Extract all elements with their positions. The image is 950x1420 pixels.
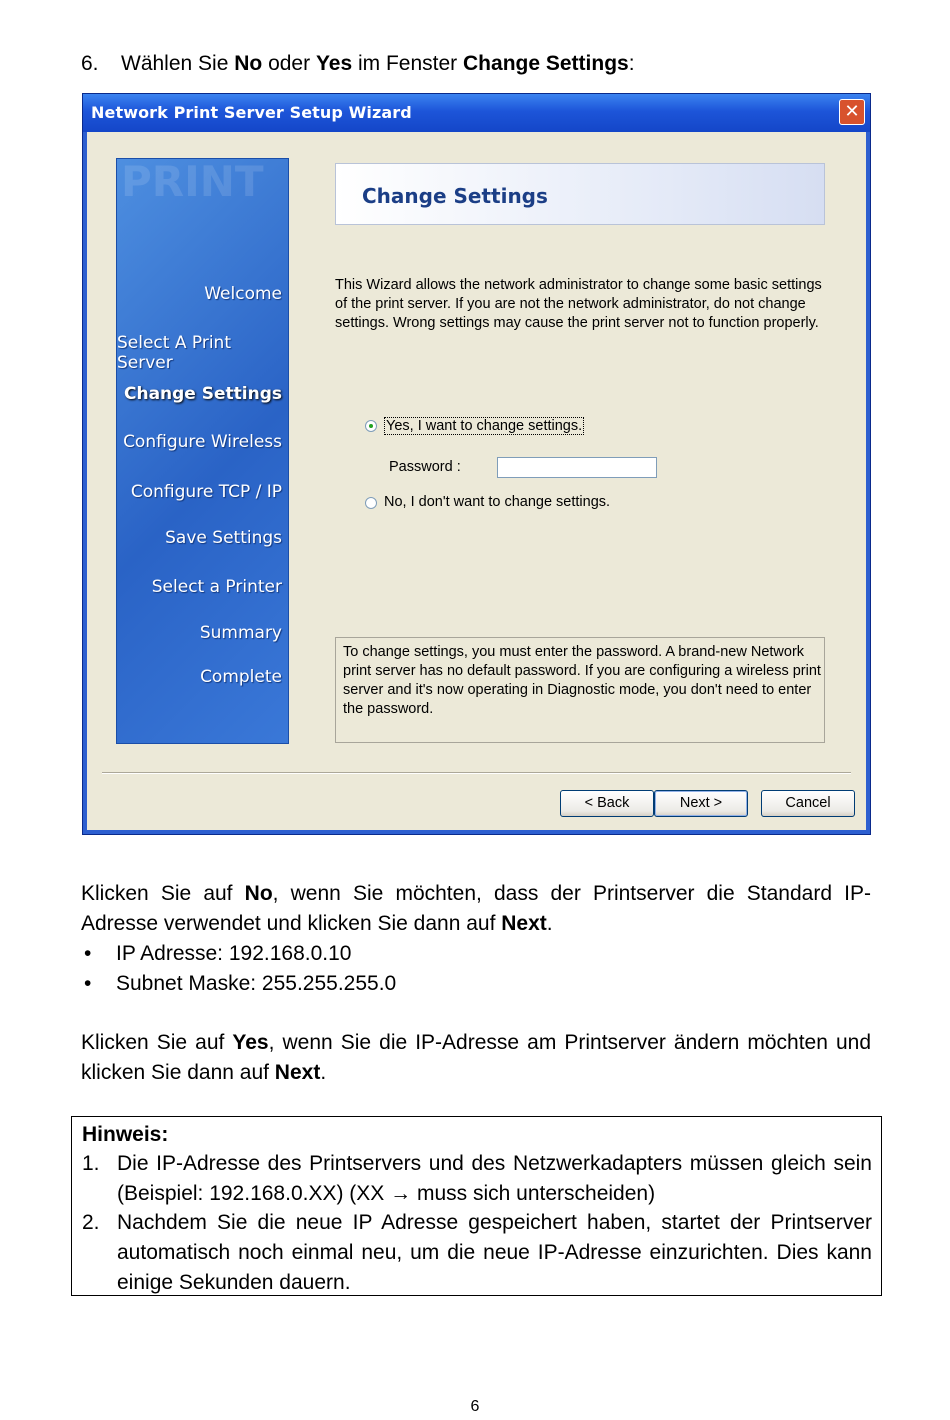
para2-a: Klicken Sie auf bbox=[81, 1031, 233, 1054]
default-address-list bbox=[81, 939, 871, 999]
radio-yes[interactable] bbox=[365, 420, 377, 432]
password-label: Password : bbox=[389, 459, 461, 475]
page-number: 6 bbox=[470, 1398, 480, 1415]
heading-yes: Yes bbox=[315, 52, 353, 75]
heading-no: No bbox=[234, 52, 263, 75]
radio-no[interactable] bbox=[365, 497, 377, 509]
para1-no: No bbox=[244, 882, 273, 905]
sidebar-step-summary: Summary bbox=[199, 623, 282, 643]
sidebar-step-select-print-server: Select A Print Server bbox=[117, 333, 231, 373]
heading-text-mid: oder bbox=[262, 52, 316, 75]
heading-colon: : bbox=[628, 52, 635, 75]
button-separator bbox=[102, 772, 851, 774]
list-item bbox=[81, 969, 871, 999]
para1-c: . bbox=[546, 912, 553, 935]
window-title: Network Print Server Setup Wizard bbox=[91, 103, 412, 122]
para1-a: Klicken Sie auf bbox=[81, 882, 245, 905]
wizard-window bbox=[82, 93, 871, 835]
sidebar-step-save-settings: Save Settings bbox=[165, 528, 282, 548]
password-note-box bbox=[335, 637, 825, 743]
wizard-client-area bbox=[87, 132, 866, 830]
para2-next: Next bbox=[274, 1061, 321, 1084]
radio-yes-label[interactable]: Yes, I want to change settings. bbox=[386, 418, 583, 434]
step-heading bbox=[81, 50, 635, 78]
sidebar-step-complete: Complete bbox=[200, 667, 282, 687]
paragraph-yes bbox=[81, 1028, 871, 1088]
para2-yes: Yes bbox=[232, 1031, 269, 1054]
banner-title: Change Settings bbox=[362, 184, 548, 208]
sidebar-step-select-printer: Select a Printer bbox=[151, 577, 282, 597]
note-item bbox=[82, 1208, 872, 1298]
note-box bbox=[71, 1116, 882, 1296]
note-item-text: Nachdem Sie die neue IP Adresse gespeichert haben, startet der Printserver automatisch noch einmal neu, um die neue IP-Adresse einzurichten. Dies kann einige Sekunden dauern. bbox=[117, 1211, 872, 1294]
list-item-text: Subnet Maske: 255.255.255.0 bbox=[116, 972, 397, 995]
sidebar-step-configure-wireless: Configure Wireless bbox=[123, 432, 282, 452]
next-button[interactable]: Next > bbox=[654, 790, 748, 817]
radio-no-label[interactable]: No, I don't want to change settings. bbox=[384, 494, 611, 510]
heading-text-post: im Fenster bbox=[352, 52, 464, 75]
sidebar-watermark: PRINT bbox=[121, 158, 264, 206]
wizard-sidebar bbox=[116, 158, 289, 744]
note-item-number: 2. bbox=[82, 1211, 100, 1234]
list-item bbox=[81, 939, 871, 969]
password-note-text: To change settings, you must enter the password. A brand-new Network print server has no default password. If you are configuring a wireless print server and it's now operating in Diagnostic mode, you don't need to enter the password. bbox=[343, 644, 821, 717]
heading-text-pre: Wählen Sie bbox=[121, 52, 235, 75]
note-item-number: 1. bbox=[82, 1152, 100, 1175]
heading-window-name: Change Settings bbox=[463, 52, 629, 75]
paragraph-no bbox=[81, 879, 871, 939]
bullet-icon: • bbox=[84, 942, 92, 965]
list-item-text: IP Adresse: 192.168.0.10 bbox=[116, 942, 352, 965]
password-input[interactable] bbox=[497, 457, 657, 478]
sidebar-step-change-settings: Change Settings bbox=[123, 384, 282, 404]
close-icon[interactable]: ✕ bbox=[839, 99, 865, 125]
cancel-button[interactable]: Cancel bbox=[761, 790, 855, 817]
para1-next: Next bbox=[501, 912, 547, 935]
note-item-text: Die IP-Adresse des Printservers und des Netzwerkadapters müssen gleich sein (Beispiel: 192.168.0.XX) (XX → muss sich unterscheiden) bbox=[117, 1152, 872, 1205]
bullet-icon: • bbox=[84, 972, 92, 995]
page-banner bbox=[335, 163, 825, 225]
sidebar-step-configure-tcpip: Configure TCP / IP bbox=[130, 482, 282, 502]
step-number: 6. bbox=[81, 52, 99, 75]
note-item bbox=[82, 1149, 872, 1209]
intro-text: This Wizard allows the network administrator to change some basic settings of the print server. If you are not the network administrator, do not change settings. Wrong settings may cause the print server not to function properly. bbox=[335, 277, 822, 331]
para1-b: , wenn Sie möchten, dass der Printserver die Standard IP-Adresse verwendet und klicken Sie dann auf bbox=[81, 882, 871, 935]
para2-b: , wenn Sie die IP-Adresse am Printserver ändern möchten und klicken Sie dann auf bbox=[81, 1031, 871, 1084]
back-button[interactable]: < Back bbox=[560, 790, 654, 817]
para2-c: . bbox=[320, 1061, 327, 1084]
sidebar-step-welcome: Welcome bbox=[204, 284, 282, 304]
note-title: Hinweis: bbox=[82, 1123, 169, 1146]
window-titlebar[interactable] bbox=[83, 94, 870, 132]
